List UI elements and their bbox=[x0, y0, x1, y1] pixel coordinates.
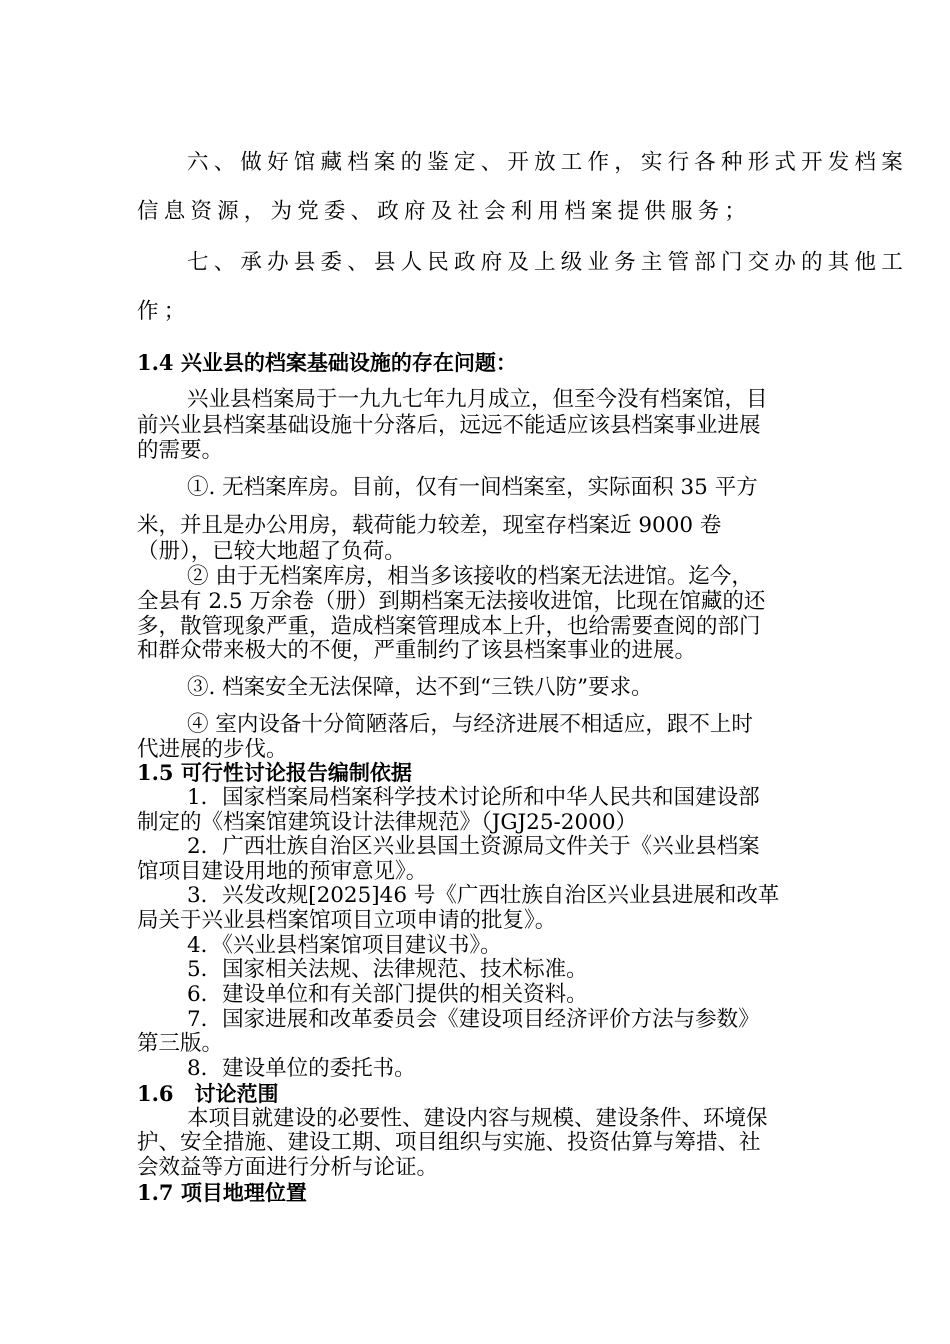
paragraph-line: 兴业县档案局于一九九七年九月成立，但至今没有档案馆，目 bbox=[187, 387, 768, 412]
paragraph-line: 前兴业县档案基础设施十分落后，远远不能适应该县档案事业进展 bbox=[137, 413, 761, 438]
paragraph-line: 会效益等方面进行分析与论证。 bbox=[137, 1155, 439, 1180]
list-item: 8．建设单位的委托书。 bbox=[187, 1056, 416, 1081]
paragraph-line: ③. 档案安全无法保障，达不到“三铁八防”要求。 bbox=[187, 675, 653, 700]
list-item: 馆项目建设用地的预审意见》。 bbox=[137, 859, 428, 884]
section-heading-1-6: 1.6 讨论范围 bbox=[137, 1081, 279, 1106]
list-item: 1．国家档案局档案科学技术讨论所和中华人民共和国建设部 bbox=[187, 785, 760, 810]
paragraph-line: 六、做好馆藏档案的鉴定、开放工作，实行各种形式开发档案 bbox=[187, 150, 908, 175]
paragraph-line: 的需要。 bbox=[137, 438, 224, 463]
list-item: 第三版。 bbox=[137, 1031, 224, 1056]
list-item: 局关于兴业县档案馆项目立项申请的批复》。 bbox=[137, 908, 557, 933]
paragraph-line: ② 由于无档案库房，相当多该接收的档案无法进馆。迄今， bbox=[187, 564, 753, 589]
paragraph-line: 代进展的步伐。 bbox=[137, 737, 288, 762]
list-item: 3．兴发改规[2025]46 号《广西壮族自治区兴业县进展和改革 bbox=[187, 883, 780, 908]
paragraph-line: 护、安全措施、建设工期、项目组织与实施、投资估算与筹措、社 bbox=[137, 1130, 761, 1155]
list-item: 7．国家进展和改革委员会《建设项目经济评价方法与参数》 bbox=[187, 1007, 760, 1032]
paragraph-line: 全县有 2.5 万余卷（册）到期档案无法接收进馆，比现在馆藏的还 bbox=[137, 589, 766, 614]
paragraph-line: ①. 无档案库房。目前，仅有一间档案室，实际面积 35 平方 bbox=[187, 475, 758, 500]
list-item: 6．建设单位和有关部门提供的相关资料。 bbox=[187, 982, 588, 1007]
list-item: 5．国家相关法规、法律规范、技术标准。 bbox=[187, 957, 588, 982]
section-heading-1-5: 1.5 可行性讨论报告编制依据 bbox=[137, 760, 412, 785]
section-heading-1-7: 1.7 项目地理位置 bbox=[137, 1180, 307, 1205]
paragraph-line: 和群众带来极大的不便，严重制约了该县档案事业的进展。 bbox=[137, 638, 697, 663]
paragraph-line: 作； bbox=[137, 299, 191, 324]
section-heading-1-4: 1.4 兴业县的档案基础设施的存在问题： bbox=[137, 350, 517, 375]
list-item: 制定的《档案馆建筑设计法律规范》（JGJ25-2000） bbox=[137, 810, 638, 835]
paragraph-line: 七、承办县委、县人民政府及上级业务主管部门交办的其他工 bbox=[187, 250, 908, 275]
paragraph-line: ④ 室内设备十分简陋落后，与经济进展不相适应，跟不上时 bbox=[187, 712, 753, 737]
paragraph-line: 米，并且是办公用房，载荷能力较差，现室存档案近 9000 卷 bbox=[137, 513, 722, 538]
paragraph-line: 本项目就建设的必要性、建设内容与规模、建设条件、环境保 bbox=[187, 1106, 768, 1131]
paragraph-line: 多，散管现象严重，造成档案管理成本上升，也给需要查阅的部门 bbox=[137, 614, 761, 639]
list-item: 2．广西壮族自治区兴业县国土资源局文件关于《兴业县档案 bbox=[187, 834, 760, 859]
list-item: 4．《兴业县档案馆项目建议书》。 bbox=[187, 933, 502, 958]
paragraph-line: 信息资源，为党委、政府及社会利用档案提供服务； bbox=[137, 199, 752, 224]
paragraph-line: （册），已较大地超了负荷。 bbox=[137, 539, 406, 564]
